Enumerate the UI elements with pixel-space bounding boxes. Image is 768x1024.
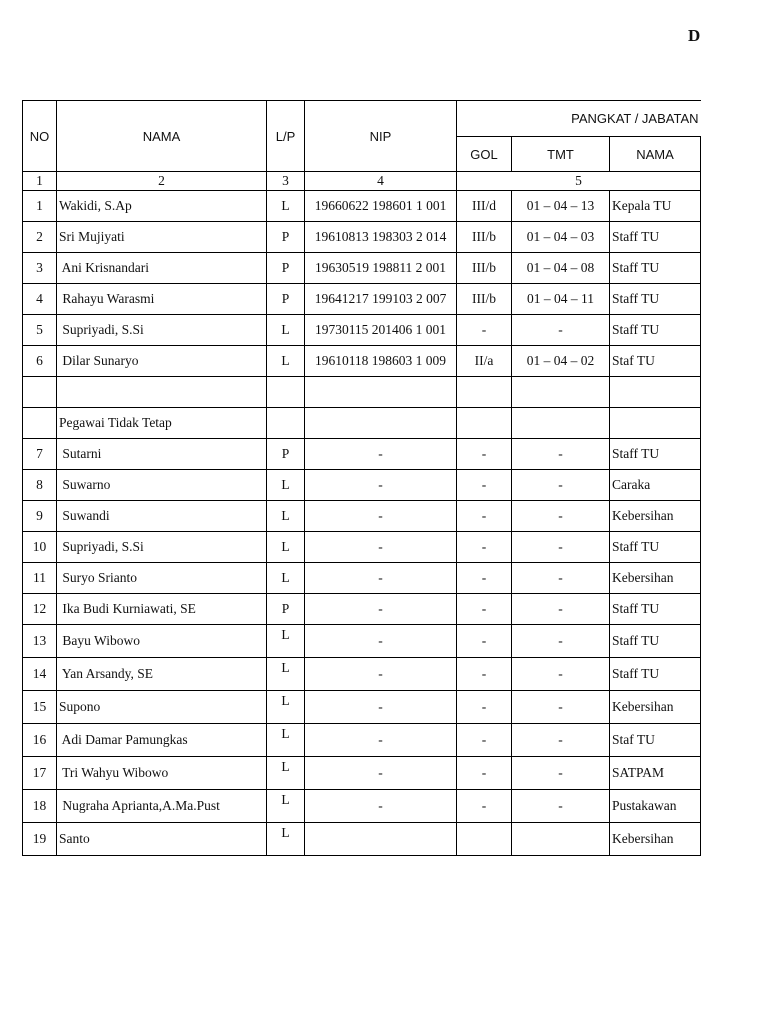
cell-nama: Supriyadi, S.Si [57, 315, 267, 346]
cell-lp: L [267, 315, 305, 346]
header-jabatan-nama: NAMA [610, 137, 701, 172]
cell-no: 16 [23, 724, 57, 757]
cell-tmt: - [512, 724, 610, 757]
cell-tmt: 01 – 04 – 03 [512, 222, 610, 253]
cell-jabatan: Staff TU [610, 284, 701, 315]
cell-nip: - [305, 724, 457, 757]
staff-table [22, 100, 701, 856]
cell-nip: - [305, 790, 457, 823]
header-nama: NAMA [57, 101, 267, 172]
cell-jabatan: Staf TU [610, 724, 701, 757]
cell-no: 9 [23, 501, 57, 532]
table-row [23, 222, 701, 253]
cell-gol: - [457, 691, 512, 724]
cell-nip: - [305, 691, 457, 724]
table-row [23, 658, 701, 691]
cell-gol: - [457, 594, 512, 625]
cell-nip: 19730115 201406 1 001 [305, 315, 457, 346]
cell-tmt: - [512, 532, 610, 563]
cell-gol: - [457, 439, 512, 470]
table-row [23, 691, 701, 724]
cell-no: 18 [23, 790, 57, 823]
cell-nama: Santo [57, 823, 267, 856]
cell-nama: Suwandi [57, 501, 267, 532]
table-row [23, 191, 701, 222]
cell-lp: P [267, 253, 305, 284]
cell-no: 15 [23, 691, 57, 724]
cell-nama: Dilar Sunaryo [57, 346, 267, 377]
column-number-row [23, 172, 701, 191]
cell-lp: P [267, 594, 305, 625]
cell-nip: - [305, 532, 457, 563]
cell-nama: Bayu Wibowo [57, 625, 267, 658]
cell-jabatan: Staff TU [610, 222, 701, 253]
cell-nama: Adi Damar Pamungkas [57, 724, 267, 757]
cell-lp: L [267, 757, 305, 790]
cell-nip: 19641217 199103 2 007 [305, 284, 457, 315]
blank-row [23, 377, 701, 408]
cell-lp: L [267, 625, 305, 658]
cell-no: 13 [23, 625, 57, 658]
cell-nama: Nugraha Aprianta,A.Ma.Pust [57, 790, 267, 823]
cell-gol: - [457, 563, 512, 594]
table-row [23, 315, 701, 346]
cell-no: 5 [23, 315, 57, 346]
cell-tmt: - [512, 625, 610, 658]
cell-gol: - [457, 658, 512, 691]
cell-gol: III/b [457, 253, 512, 284]
table-row [23, 346, 701, 377]
cell-nip: 19630519 198811 2 001 [305, 253, 457, 284]
cell-jabatan: Kebersihan [610, 691, 701, 724]
cell-lp: L [267, 823, 305, 856]
cell-lp: L [267, 532, 305, 563]
permanent-staff-body [23, 191, 701, 377]
cell-tmt: - [512, 470, 610, 501]
table-row [23, 253, 701, 284]
cell-jabatan: Staff TU [610, 253, 701, 284]
table-row [23, 532, 701, 563]
cell-nip: 19660622 198601 1 001 [305, 191, 457, 222]
cell-no: 17 [23, 757, 57, 790]
cell-gol: III/b [457, 222, 512, 253]
table-row [23, 439, 701, 470]
cell-jabatan: Pustakawan [610, 790, 701, 823]
header-pangkat-jabatan: PANGKAT / JABATAN [457, 101, 701, 137]
cell-lp: L [267, 346, 305, 377]
cell-tmt: - [512, 315, 610, 346]
cell-tmt: - [512, 439, 610, 470]
table-row [23, 563, 701, 594]
cell-tmt: - [512, 594, 610, 625]
table-row [23, 284, 701, 315]
table-row [23, 470, 701, 501]
cell-jabatan: Staff TU [610, 315, 701, 346]
cell-jabatan: Staff TU [610, 658, 701, 691]
cell-nip [305, 823, 457, 856]
cell-nip: - [305, 501, 457, 532]
cell-lp: L [267, 790, 305, 823]
table-row [23, 724, 701, 757]
cell-gol: - [457, 757, 512, 790]
cell-gol: - [457, 625, 512, 658]
cell-lp: L [267, 191, 305, 222]
cell-no: 11 [23, 563, 57, 594]
cell-lp: L [267, 658, 305, 691]
cell-tmt: 01 – 04 – 13 [512, 191, 610, 222]
cell-no: 19 [23, 823, 57, 856]
cell-no: 2 [23, 222, 57, 253]
cell-tmt: 01 – 04 – 11 [512, 284, 610, 315]
cell-gol: - [457, 501, 512, 532]
cell-no: 1 [23, 191, 57, 222]
cell-nip: 19610118 198603 1 009 [305, 346, 457, 377]
cell-nip: 19610813 198303 2 014 [305, 222, 457, 253]
cell-lp: P [267, 222, 305, 253]
cell-nip: - [305, 757, 457, 790]
cell-jabatan: Kebersihan [610, 501, 701, 532]
cell-gol: - [457, 790, 512, 823]
cell-tmt: - [512, 757, 610, 790]
table-row [23, 594, 701, 625]
cell-tmt: 01 – 04 – 08 [512, 253, 610, 284]
cell-lp: P [267, 439, 305, 470]
cell-nama: Rahayu Warasmi [57, 284, 267, 315]
cell-no: 12 [23, 594, 57, 625]
cell-nip: - [305, 594, 457, 625]
cell-lp: L [267, 691, 305, 724]
table-header [23, 101, 701, 191]
cell-gol: - [457, 532, 512, 563]
cell-jabatan: SATPAM [610, 757, 701, 790]
cell-jabatan: Staff TU [610, 532, 701, 563]
cell-tmt: 01 – 04 – 02 [512, 346, 610, 377]
cell-lp: L [267, 724, 305, 757]
cell-nip: - [305, 470, 457, 501]
column-number: 4 [305, 172, 457, 191]
cell-nip: - [305, 439, 457, 470]
column-number: 5 [457, 172, 701, 191]
cell-nama: Supriyadi, S.Si [57, 532, 267, 563]
cell-jabatan: Staff TU [610, 439, 701, 470]
cell-gol: - [457, 724, 512, 757]
header-no: NO [23, 101, 57, 172]
cell-tmt [512, 823, 610, 856]
table-row [23, 501, 701, 532]
cell-tmt: - [512, 658, 610, 691]
cell-gol: - [457, 315, 512, 346]
table-row [23, 790, 701, 823]
cell-jabatan: Caraka [610, 470, 701, 501]
column-number: 1 [23, 172, 57, 191]
cell-lp: L [267, 470, 305, 501]
cell-nama: Suryo Srianto [57, 563, 267, 594]
cell-no: 7 [23, 439, 57, 470]
cell-jabatan: Kebersihan [610, 563, 701, 594]
cell-tmt: - [512, 501, 610, 532]
column-number: 3 [267, 172, 305, 191]
table-row [23, 757, 701, 790]
cell-nama: Ani Krisnandari [57, 253, 267, 284]
cell-no: 8 [23, 470, 57, 501]
cell-nama: Sutarni [57, 439, 267, 470]
page-corner-letter: D [688, 26, 701, 45]
cell-nip: - [305, 658, 457, 691]
temporary-staff-body [23, 439, 701, 856]
cell-tmt: - [512, 691, 610, 724]
header-tmt: TMT [512, 137, 610, 172]
cell-lp: P [267, 284, 305, 315]
cell-nip: - [305, 563, 457, 594]
table-row [23, 625, 701, 658]
cell-gol: III/d [457, 191, 512, 222]
cell-gol: - [457, 470, 512, 501]
cell-nama: Yan Arsandy, SE [57, 658, 267, 691]
cell-gol [457, 823, 512, 856]
cell-jabatan: Staf TU [610, 346, 701, 377]
cell-no: 14 [23, 658, 57, 691]
section-title: Pegawai Tidak Tetap [57, 408, 267, 439]
cell-jabatan: Staff TU [610, 594, 701, 625]
column-number: 2 [57, 172, 267, 191]
cell-tmt: - [512, 790, 610, 823]
cell-jabatan: Kepala TU [610, 191, 701, 222]
cell-nip: - [305, 625, 457, 658]
header-lp: L/P [267, 101, 305, 172]
cell-jabatan: Staff TU [610, 625, 701, 658]
cell-no: 4 [23, 284, 57, 315]
cell-no: 10 [23, 532, 57, 563]
header-nip: NIP [305, 101, 457, 172]
section-title-row [23, 408, 701, 439]
cell-nama: Sri Mujiyati [57, 222, 267, 253]
cell-nama: Suwarno [57, 470, 267, 501]
cell-no: 6 [23, 346, 57, 377]
cell-tmt: - [512, 563, 610, 594]
cell-nama: Tri Wahyu Wibowo [57, 757, 267, 790]
cell-no: 3 [23, 253, 57, 284]
section-divider [23, 377, 701, 439]
cell-gol: II/a [457, 346, 512, 377]
cell-gol: III/b [457, 284, 512, 315]
cell-nama: Wakidi, S.Ap [57, 191, 267, 222]
cell-nama: Ika Budi Kurniawati, SE [57, 594, 267, 625]
cell-lp: L [267, 501, 305, 532]
header-gol: GOL [457, 137, 512, 172]
cell-lp: L [267, 563, 305, 594]
table-row [23, 823, 701, 856]
cell-jabatan: Kebersihan [610, 823, 701, 856]
cell-nama: Supono [57, 691, 267, 724]
